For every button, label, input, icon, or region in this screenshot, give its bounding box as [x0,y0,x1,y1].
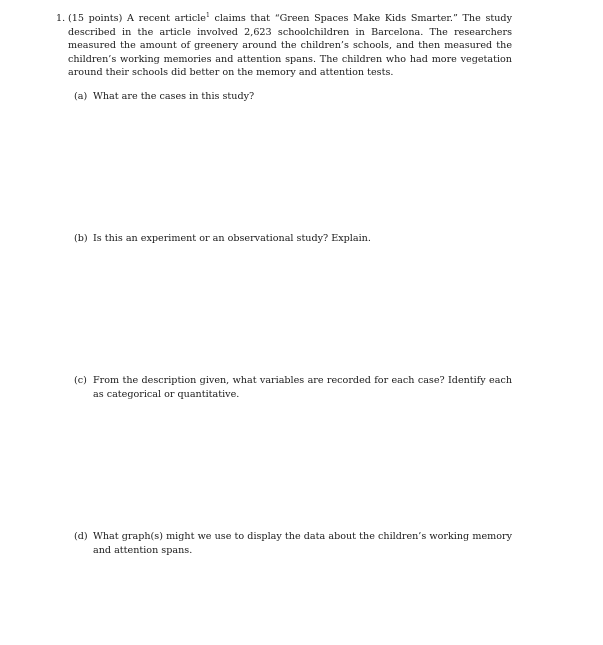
problem-statement [68,12,512,80]
part-b-label: (b) [74,233,88,244]
problem-1 [56,12,512,80]
problem-number: 1. [56,13,66,24]
part-d-label: (d) [74,531,88,542]
part-a-question: What are the cases in this study? [93,91,255,102]
footnote-mark: 1 [205,11,210,19]
problem-text-body: claims that “Green Spaces Make Kids Smarter.” The study described in the article involved 2,623 schoolchildren in Barcelona. The researchers measured the amount of greenery around the children’s schools, and then measured the children’s working memories and attention spans. The children who had more vegetation around their schools did better on the memory and attention tests. [68,13,512,79]
part-c-question: From the description given, what variables are recorded for each case? Identify each as categorical or quantitative. [93,375,512,400]
part-d-question: What graph(s) might we use to display the data about the children’s working memory and attention spans. [93,531,512,556]
problem-text-lead: (15 points) A recent article [68,13,206,24]
part-a-label: (a) [74,91,88,102]
part-b [74,232,512,246]
part-a [74,90,512,104]
part-b-question: Is this an experiment or an observational study? Explain. [93,233,371,244]
part-c [74,374,512,401]
part-d [74,530,512,557]
part-c-label: (c) [74,375,87,386]
